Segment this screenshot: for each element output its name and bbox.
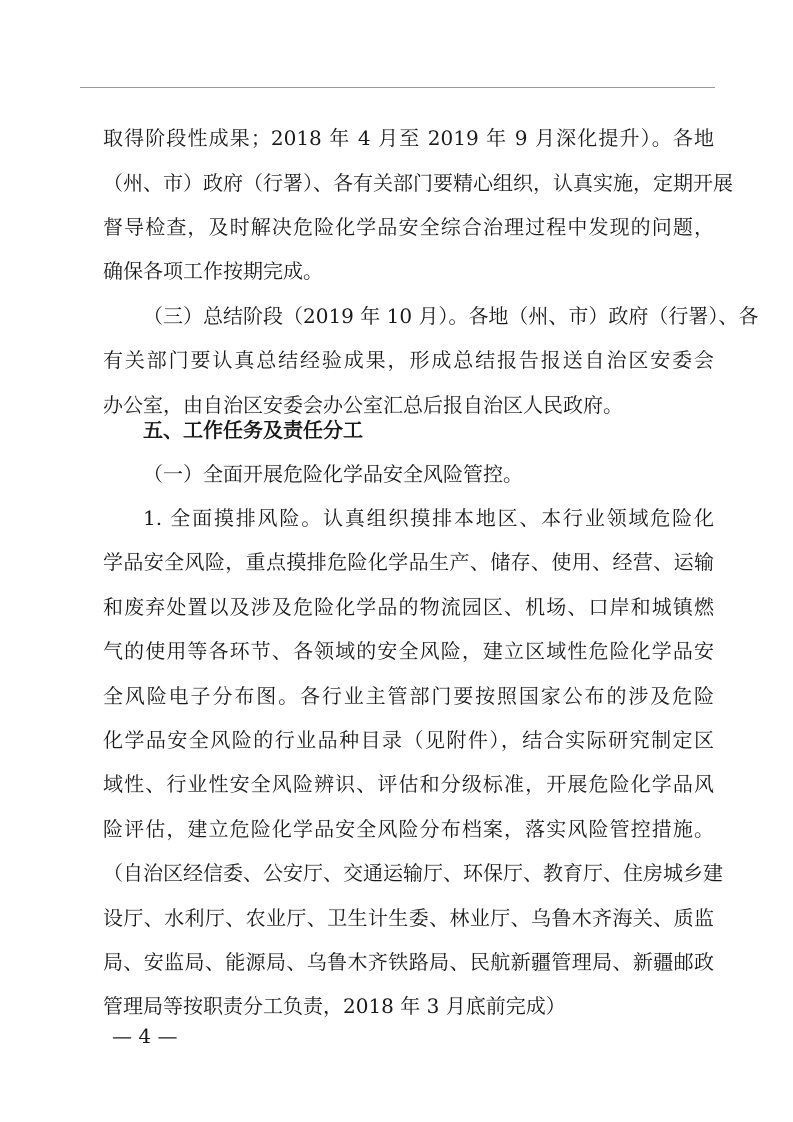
- text-line-6: 有关部门要认真总结经验成果，形成总结报告报送自治区安委会: [103, 348, 714, 372]
- text-line-20: 局、安监局、能源局、乌鲁木齐铁路局、民航新疆管理局、新疆邮政: [103, 950, 714, 974]
- text-line-13: 气的使用等各环节、各领域的安全风险，建立区域性危险化学品安: [103, 639, 714, 663]
- text-line-16: 域性、行业性安全风险辨识、评估和分级标准，开展危险化学品风: [103, 772, 714, 796]
- subsection-heading: （一）全面开展危险化学品安全风险管控。: [143, 462, 523, 486]
- text-line-17: 险评估，建立危险化学品安全风险分布档案，落实风险管控措施。: [103, 817, 714, 841]
- text-line-14: 全风险电子分布图。各行业主管部门要按照国家公布的涉及危险: [103, 684, 714, 708]
- text-line-18: （自治区经信委、公安厅、交通运输厅、环保厅、教育厅、住房城乡建: [103, 861, 723, 885]
- text-line-2: （州、市）政府（行署）、各有关部门要精心组织，认真实施，定期开展: [103, 171, 733, 195]
- text-line-3: 督导检查，及时解决危险化学品安全综合治理过程中发现的问题，: [103, 215, 714, 239]
- text-line-7: 办公室，由自治区安委会办公室汇总后报自治区人民政府。: [103, 393, 623, 417]
- text-line-4: 确保各项工作按期完成。: [103, 259, 323, 283]
- text-line-12: 和废弃处置以及涉及危险化学品的物流园区、机场、口岸和城镇燃: [103, 595, 714, 619]
- section-heading: 五、工作任务及责任分工: [143, 418, 363, 442]
- text-line-11: 学品安全风险，重点摸排危险化学品生产、储存、使用、经营、运输: [103, 550, 714, 574]
- text-line-21: 管理局等按职责分工负责，2018 年 3 月底前完成）: [103, 994, 566, 1018]
- text-line-15: 化学品安全风险的行业品种目录（见附件），结合实际研究制定区: [103, 728, 714, 752]
- text-line-5: （三）总结阶段（2019 年 10 月）。各地（州、市）政府（行署）、各: [143, 304, 759, 328]
- text-line-10: 1. 全面摸排风险。认真组织摸排本地区、本行业领域危险化: [143, 506, 714, 530]
- header-rule: [80, 87, 715, 88]
- text-line-19: 设厅、水利厅、农业厅、卫生计生委、林业厅、乌鲁木齐海关、质监: [103, 906, 714, 930]
- text-line-1: 取得阶段性成果；2018 年 4 月至 2019 年 9 月深化提升）。各地: [103, 126, 714, 150]
- page-number: — 4 —: [112, 1024, 178, 1048]
